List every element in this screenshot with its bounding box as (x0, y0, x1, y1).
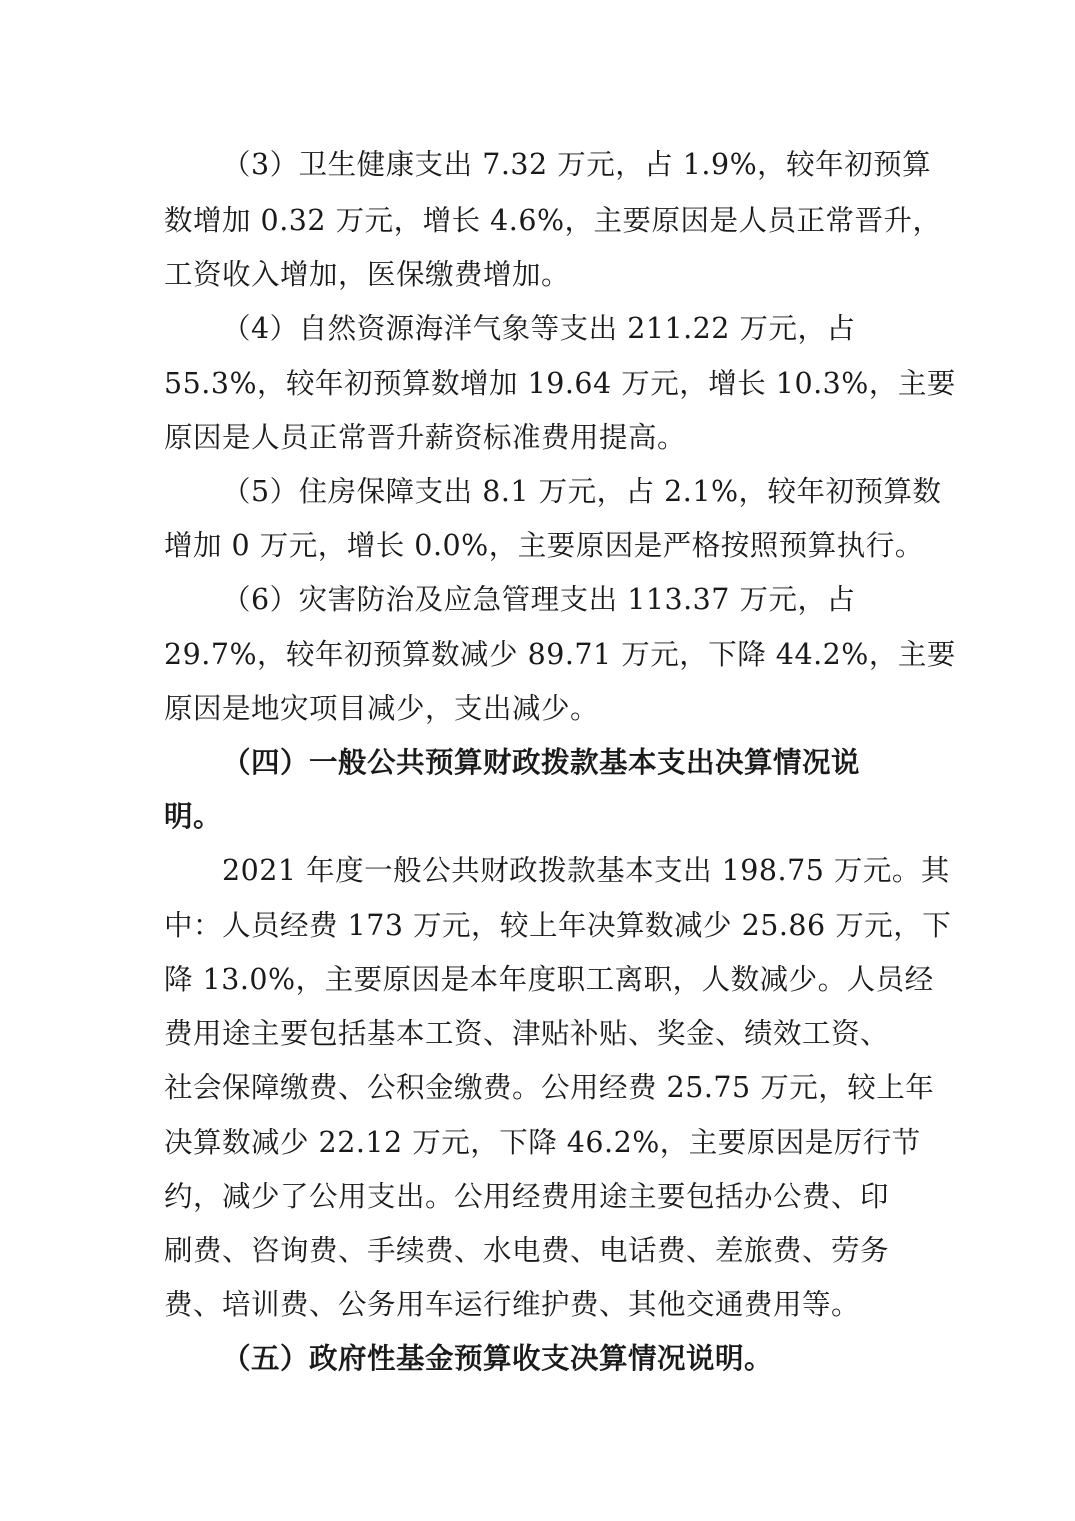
basic-expenditure-line-4: 费用途主要包括基本工资、津贴补贴、奖金、绩效工资、 (164, 1017, 890, 1050)
health-expense-line-1: （3）卫生健康支出 7.32 万元，占 1.9%，较年初预算 (222, 148, 932, 181)
health-expense-line-2: 数增加 0.32 万元，增长 4.6%，主要原因是人员正常晋升， (164, 204, 942, 237)
health-expense-line-3: 工资收入增加，医保缴费增加。 (164, 258, 571, 291)
housing-expense-line-1: （5）住房保障支出 8.1 万元，占 2.1%，较年初预算数 (222, 475, 942, 508)
disaster-prevention-line-2: 29.7%，较年初预算数减少 89.71 万元，下降 44.2%，主要 (164, 638, 956, 671)
natural-resources-line-2: 55.3%，较年初预算数增加 19.64 万元，增长 10.3%，主要 (164, 367, 956, 400)
disaster-prevention-line-1: （6）灾害防治及应急管理支出 113.37 万元，占 (222, 583, 856, 616)
section-heading-4-line-1: （四）一般公共预算财政拨款基本支出决算情况说 (222, 746, 861, 779)
basic-expenditure-line-3: 降 13.0%，主要原因是本年度职工离职，人数减少。人员经 (164, 963, 934, 996)
basic-expenditure-line-6: 决算数减少 22.12 万元，下降 46.2%，主要原因是厉行节 (164, 1126, 921, 1159)
natural-resources-line-3: 原因是人员正常晋升薪资标准费用提高。 (164, 421, 687, 454)
housing-expense-line-2: 增加 0 万元，增长 0.0%，主要原因是严格按照预算执行。 (164, 529, 924, 562)
basic-expenditure-line-5: 社会保障缴费、公积金缴费。公用经费 25.75 万元，较上年 (164, 1071, 935, 1104)
basic-expenditure-line-2: 中：人员经费 173 万元，较上年决算数减少 25.86 万元，下 (164, 909, 952, 942)
section-heading-4-line-2: 明。 (164, 800, 223, 833)
natural-resources-line-1: （4）自然资源海洋气象等支出 211.22 万元，占 (222, 312, 856, 345)
section-heading-5: （五）政府性基金预算收支决算情况说明。 (222, 1342, 774, 1375)
basic-expenditure-line-1: 2021 年度一般公共财政拨款基本支出 198.75 万元。其 (222, 854, 950, 887)
disaster-prevention-line-3: 原因是地灾项目减少，支出减少。 (164, 692, 600, 725)
basic-expenditure-line-7: 约，减少了公用支出。公用经费用途主要包括办公费、印 (164, 1180, 890, 1213)
basic-expenditure-line-9: 费、培训费、公务用车运行维护费、其他交通费用等。 (164, 1288, 861, 1321)
basic-expenditure-line-8: 刷费、咨询费、手续费、水电费、电话费、差旅费、劳务 (164, 1234, 890, 1267)
